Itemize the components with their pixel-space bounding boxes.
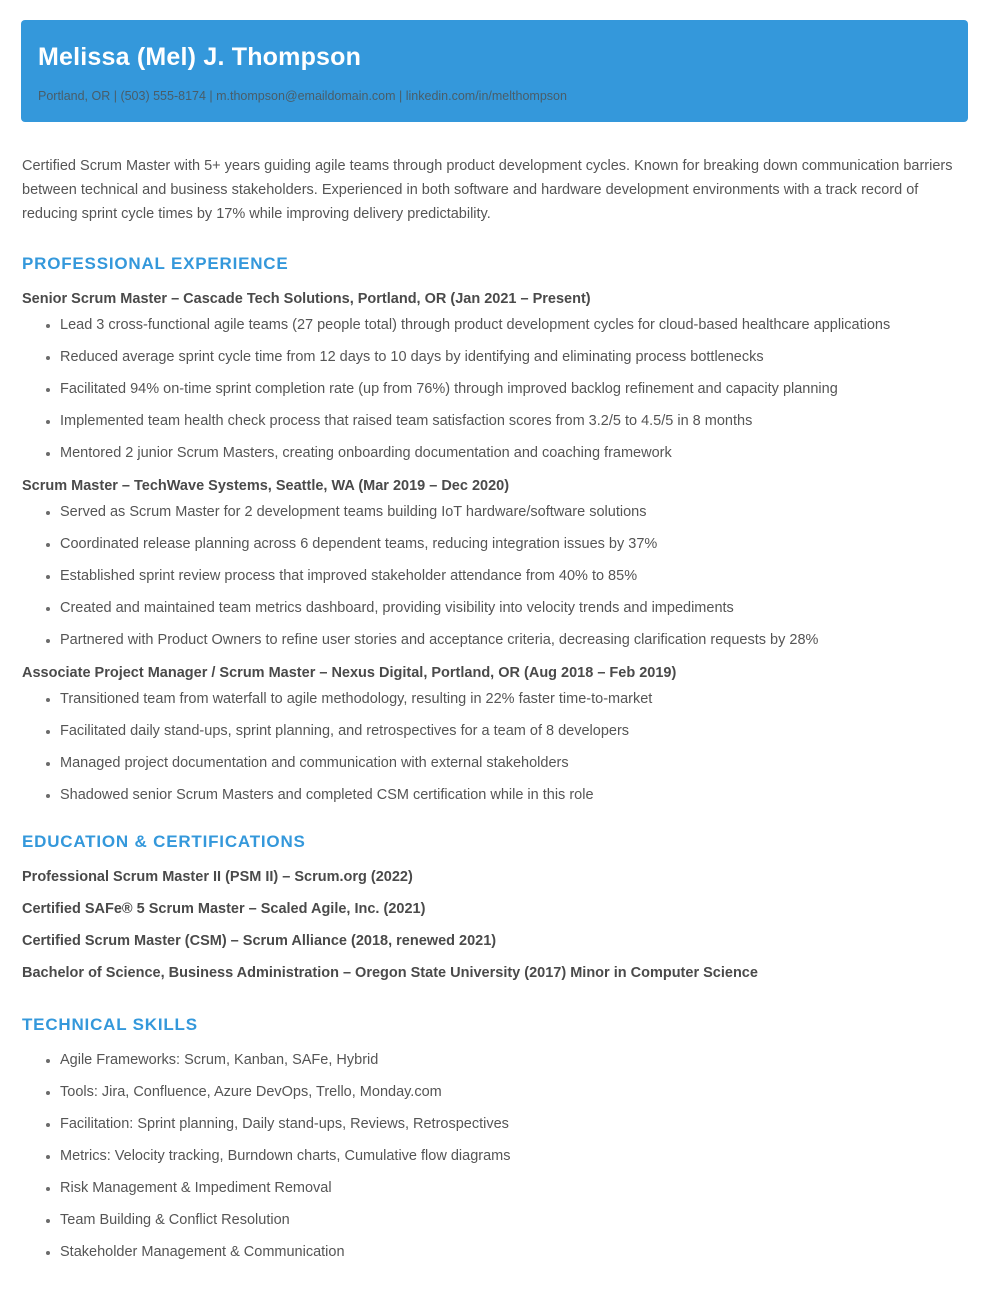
list-item: Professional Scrum Master II (PSM II) – Scrum.org (2022) [22,869,413,885]
bullet-text: Implemented team health check process that raised team satisfaction scores from 3.2/5 to 4.5/5 in 8 months [60,413,753,429]
list-item [21,1116,968,1133]
list-item [21,1244,968,1261]
section-education-certifications [21,831,968,983]
job-bullets [21,504,968,649]
list-item: Certified Scrum Master (CSM) – Scrum Alliance (2018, renewed 2021) [22,933,497,949]
bullet-text: Partnered with Product Owners to refine user stories and acceptance criteria, decreasing clarification requests by 28% [60,632,819,648]
bullet-disc-icon [46,730,50,734]
list-item [21,381,968,398]
bullet-disc-icon [46,1059,50,1063]
bullet-disc-icon [46,1123,50,1127]
job-heading: Associate Project Manager / Scrum Master – Nexus Digital, Portland, OR (Aug 2018 – Feb 2019) [22,665,677,681]
job-entry [21,663,968,804]
skills-list [21,1052,968,1261]
list-item [21,317,968,334]
bullet-disc-icon [46,1155,50,1159]
bullet-text: Reduced average sprint cycle time from 12 days to 10 days by identifying and eliminating process bottlenecks [60,349,764,365]
section-title-experience: PROFESSIONAL EXPERIENCE [22,254,289,273]
list-item [21,349,968,366]
bullet-disc-icon [46,575,50,579]
bullet-text: Coordinated release planning across 6 dependent teams, reducing integration issues by 37% [60,536,658,552]
bullet-disc-icon [46,698,50,702]
job-entry [21,476,968,649]
bullet-text: Lead 3 cross-functional agile teams (27 people total) through product development cycles for cloud-based healthcare applications [60,317,891,333]
contact-line[interactable]: Portland, OR | (503) 555-8174 | m.thompson@emaildomain.com | linkedin.com/in/melthompson [38,89,567,103]
list-item [21,504,968,521]
list-item [21,1084,968,1101]
job-heading: Scrum Master – TechWave Systems, Seattle, WA (Mar 2019 – Dec 2020) [22,478,510,494]
bullet-disc-icon [46,452,50,456]
bullet-disc-icon [46,324,50,328]
bullet-text: Created and maintained team metrics dashboard, providing visibility into velocity trends and impediments [60,600,734,616]
job-bullets [21,691,968,804]
list-item [21,1148,968,1165]
bullet-text: Facilitated daily stand-ups, sprint planning, and retrospectives for a team of 8 developers [60,723,630,739]
list-item [21,691,968,708]
bullet-disc-icon [46,1091,50,1095]
bullet-text: Stakeholder Management & Communication [60,1244,345,1260]
bullet-disc-icon [46,762,50,766]
bullet-text: Mentored 2 junior Scrum Masters, creating onboarding documentation and coaching framework [60,445,672,461]
job-bullets [21,317,968,462]
resume-page [0,20,989,1300]
bullet-disc-icon [46,356,50,360]
job-heading: Senior Scrum Master – Cascade Tech Solutions, Portland, OR (Jan 2021 – Present) [22,291,591,307]
list-item [21,445,968,462]
job-entry [21,289,968,462]
list-item [21,600,968,617]
list-item [21,1052,968,1069]
bullet-disc-icon [46,543,50,547]
section-title-skills: TECHNICAL SKILLS [22,1015,198,1034]
bullet-text: Managed project documentation and communication with external stakeholders [60,755,569,771]
section-professional-experience [21,253,968,804]
bullet-text: Agile Frameworks: Scrum, Kanban, SAFe, Hybrid [60,1052,379,1068]
bullet-text: Served as Scrum Master for 2 development teams building IoT hardware/software solutions [60,504,647,520]
bullet-text: Facilitated 94% on-time sprint completion rate (up from 76%) through improved backlog refinement and capacity planning [60,381,838,397]
bullet-text: Team Building & Conflict Resolution [60,1212,290,1228]
bullet-text: Facilitation: Sprint planning, Daily stand-ups, Reviews, Retrospectives [60,1116,509,1132]
bullet-disc-icon [46,1251,50,1255]
bullet-disc-icon [46,639,50,643]
section-title-education: EDUCATION & CERTIFICATIONS [22,832,306,851]
list-item [21,787,968,804]
bullet-text: Shadowed senior Scrum Masters and completed CSM certification while in this role [60,787,594,803]
resume-header [21,20,968,122]
bullet-disc-icon [46,511,50,515]
list-item [21,1212,968,1229]
bullet-text: Metrics: Velocity tracking, Burndown charts, Cumulative flow diagrams [60,1148,511,1164]
list-item [21,755,968,772]
professional-summary: Certified Scrum Master with 5+ years guiding agile teams through product development cycles. Known for breaking down communication barriers between technical and business stakeholders. Experienced in both software and hardware development environments with a track record of reducing sprint cycle times by 17% while improving delivery predictability. [22,158,953,222]
list-item [21,568,968,585]
list-item [21,413,968,430]
bullet-text: Risk Management & Impediment Removal [60,1180,332,1196]
list-item: Bachelor of Science, Business Administration – Oregon State University (2017) Minor in Computer Science [22,965,758,981]
bullet-disc-icon [46,794,50,798]
bullet-disc-icon [46,388,50,392]
bullet-disc-icon [46,420,50,424]
bullet-disc-icon [46,1187,50,1191]
list-item: Certified SAFe® 5 Scrum Master – Scaled Agile, Inc. (2021) [22,901,426,917]
section-technical-skills [21,1014,968,1261]
bullet-disc-icon [46,607,50,611]
education-list [21,867,968,983]
list-item [21,632,968,649]
bullet-text: Established sprint review process that improved stakeholder attendance from 40% to 85% [60,568,638,584]
list-item [21,723,968,740]
bullet-text: Tools: Jira, Confluence, Azure DevOps, Trello, Monday.com [60,1084,442,1100]
candidate-name: Melissa (Mel) J. Thompson [38,43,362,71]
bullet-disc-icon [46,1219,50,1223]
list-item [21,1180,968,1197]
bullet-text: Transitioned team from waterfall to agile methodology, resulting in 22% faster time-to-market [60,691,653,707]
list-item [21,536,968,553]
